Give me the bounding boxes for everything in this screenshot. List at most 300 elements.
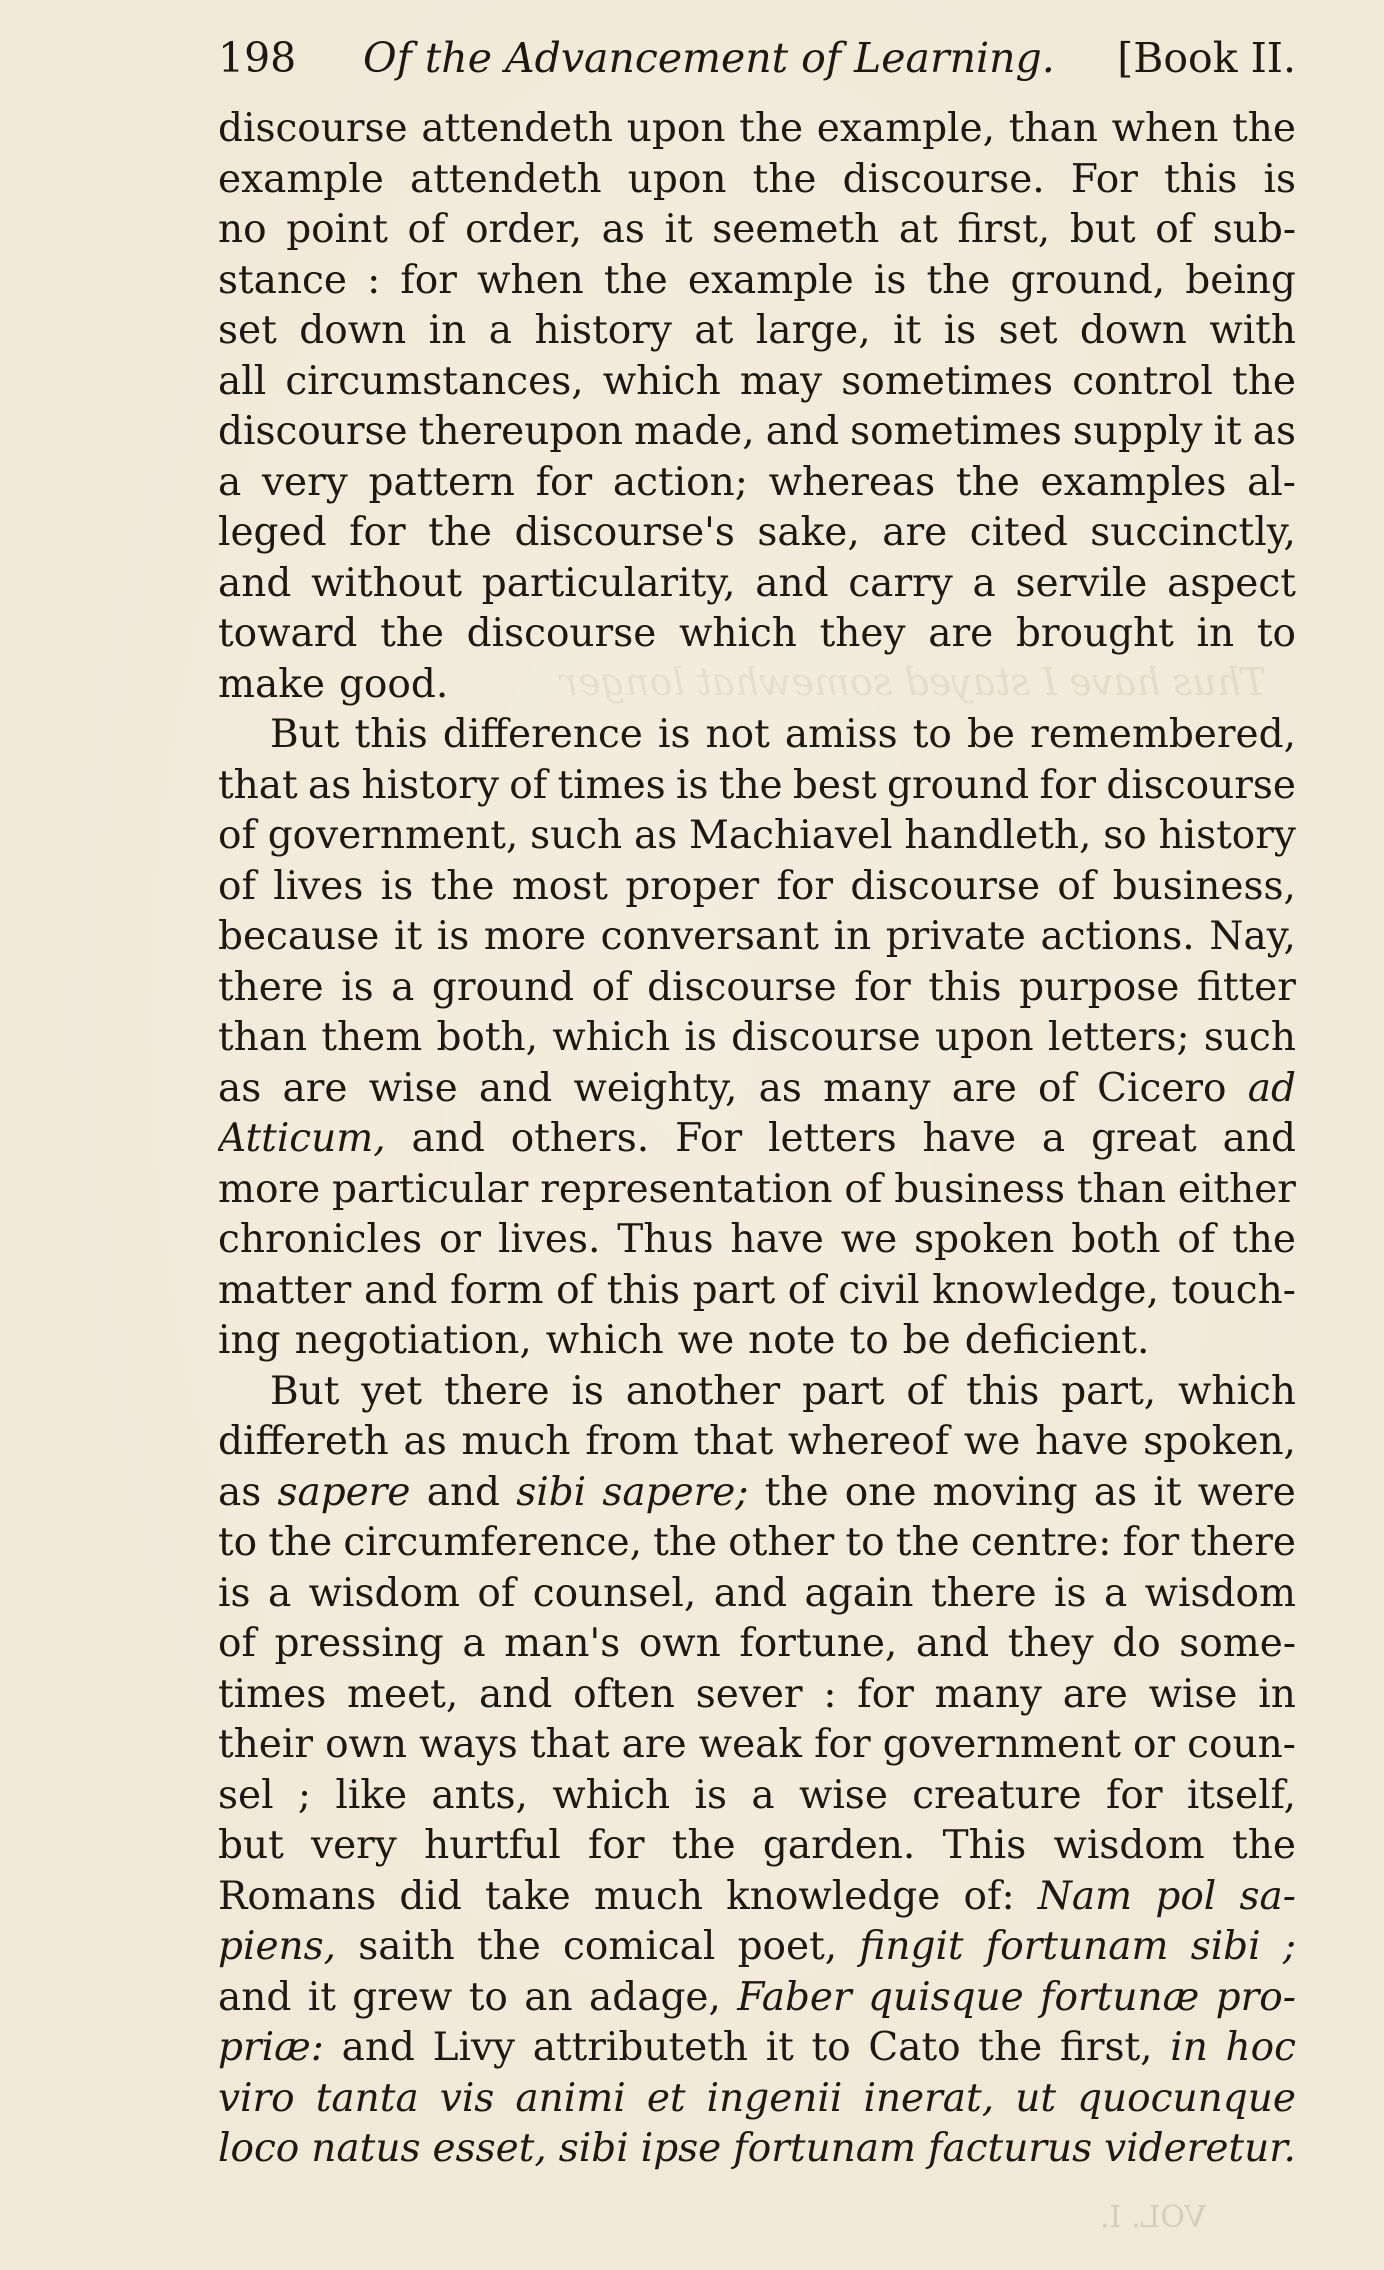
paragraph — [218, 1367, 1296, 2175]
word: set — [998, 308, 1058, 353]
text-line — [218, 205, 1296, 256]
word: in — [1196, 611, 1235, 656]
word: sibi — [558, 2126, 629, 2171]
word: it — [664, 207, 693, 252]
word: itself, — [1186, 1772, 1296, 1818]
word: for — [854, 964, 911, 1010]
word: for — [814, 1722, 871, 1767]
word: as — [218, 1065, 262, 1111]
word: times — [557, 762, 666, 808]
word: in — [1170, 2025, 1208, 2070]
word: being — [1185, 257, 1296, 303]
word: for — [1039, 762, 1097, 808]
word: the — [978, 2025, 1043, 2070]
word: and — [411, 1116, 485, 1161]
word: or — [1132, 1722, 1176, 1767]
word: wise — [368, 1065, 458, 1111]
word: and — [713, 1570, 788, 1616]
word: and — [341, 2025, 415, 2070]
word: form — [449, 1267, 544, 1313]
word: which — [552, 1015, 671, 1060]
word: is — [1263, 156, 1296, 202]
text-line — [218, 710, 1296, 761]
word: than — [1008, 106, 1098, 151]
text-line — [218, 1316, 1296, 1367]
text-line — [218, 559, 1296, 610]
word: and — [915, 1621, 990, 1666]
word: often — [573, 1671, 675, 1717]
word: sibi — [1190, 1924, 1261, 1969]
word: of — [906, 1368, 945, 1414]
word: business — [894, 1166, 1065, 1212]
word: be — [966, 712, 1015, 757]
word: letters — [768, 1116, 897, 1161]
word: first, — [957, 207, 1051, 252]
word: government, — [267, 813, 519, 858]
word: at — [694, 308, 734, 353]
word: ground, — [1010, 257, 1166, 303]
word: wise — [1148, 1671, 1238, 1717]
word: this — [606, 1267, 680, 1313]
text-line — [218, 609, 1296, 660]
word: of — [787, 1267, 826, 1313]
word: lives — [273, 863, 364, 909]
word: a — [267, 1570, 292, 1616]
word: which — [678, 611, 797, 656]
word: But — [270, 712, 340, 757]
word: Nay, — [1209, 914, 1296, 959]
word: example — [218, 156, 384, 202]
word: spoken, — [1143, 1419, 1296, 1464]
word: a — [972, 560, 996, 606]
word: remembered, — [1030, 712, 1296, 757]
word: this — [966, 1368, 1040, 1414]
word: wisdom — [308, 1570, 460, 1616]
word: as — [308, 762, 352, 808]
word: there — [218, 964, 324, 1010]
word: other — [728, 1520, 835, 1565]
text-line — [218, 1367, 1296, 1418]
word: but — [218, 1823, 284, 1868]
word: representation — [540, 1166, 833, 1212]
text-line — [218, 1872, 1296, 1923]
word: down — [299, 308, 407, 353]
word: or — [438, 1217, 482, 1262]
word: are — [282, 1065, 348, 1111]
word: much — [593, 1873, 703, 1919]
word: it — [1153, 1469, 1182, 1515]
word: facturus — [928, 2126, 1093, 2171]
word: wisdom — [1053, 1823, 1205, 1868]
word: the — [428, 510, 493, 555]
word: lives. — [497, 1217, 601, 1262]
word: which — [1178, 1368, 1296, 1414]
word: are — [1062, 1671, 1128, 1717]
word: is — [684, 1015, 717, 1060]
word: of: — [963, 1873, 1015, 1919]
word: saith — [358, 1924, 455, 1969]
text-line — [218, 1165, 1296, 1216]
word: a — [751, 1772, 775, 1818]
word: with — [1209, 308, 1296, 353]
word: for — [1122, 1520, 1180, 1565]
word: discourse — [647, 964, 837, 1010]
word: history — [1158, 813, 1296, 858]
word: as — [403, 1419, 447, 1464]
word: attendeth — [421, 106, 614, 151]
word: very — [311, 1823, 397, 1868]
word: adage, — [588, 1974, 721, 2020]
word: be — [902, 1318, 951, 1363]
word: for — [535, 459, 593, 505]
word: a — [218, 459, 242, 505]
text-line — [218, 1922, 1296, 1973]
word: control — [1072, 358, 1213, 404]
word: pattern — [368, 459, 515, 505]
word: discourse. — [842, 156, 1045, 202]
word: wisdom — [1144, 1570, 1296, 1616]
word: when — [477, 257, 584, 303]
word: another — [625, 1368, 781, 1414]
text-line — [218, 1569, 1296, 1620]
word: the — [671, 1823, 736, 1868]
word: have — [1035, 1419, 1129, 1464]
word: aspect — [1167, 560, 1296, 606]
word: civil — [838, 1267, 920, 1313]
word: of — [477, 1570, 516, 1616]
word: attendeth — [409, 156, 602, 202]
word: part, — [1061, 1368, 1157, 1414]
word: fortunam — [985, 1924, 1169, 1969]
word: this — [354, 712, 428, 757]
word: government — [882, 1722, 1121, 1767]
text-line — [218, 1266, 1296, 1317]
word: comical — [563, 1924, 716, 1969]
word: Faber — [737, 1974, 852, 2020]
word: it — [307, 1974, 336, 2020]
word: Atticum, — [218, 1116, 386, 1161]
text-line — [218, 1771, 1296, 1822]
word: very — [261, 459, 348, 505]
running-title: Of the Advancement of Learning. — [363, 34, 1055, 82]
word: upon — [627, 156, 727, 202]
word: circumference, — [343, 1520, 642, 1565]
word: coun- — [1187, 1722, 1296, 1767]
word: priæ: — [218, 2025, 324, 2070]
word: take — [485, 1873, 571, 1919]
word: the — [739, 106, 804, 151]
word: the — [653, 1520, 718, 1565]
word: of — [407, 207, 446, 252]
word: which — [602, 358, 721, 404]
signature-mark: VOL. I. — [1100, 2200, 1207, 2235]
text-line — [218, 306, 1296, 357]
word: is — [380, 863, 414, 909]
word: many — [934, 1671, 1043, 1717]
word: all — [218, 358, 267, 404]
word: hurtful — [424, 1823, 561, 1868]
word: the — [764, 1469, 829, 1515]
word: and — [478, 1065, 553, 1111]
word: deficient. — [964, 1318, 1150, 1363]
word: ing — [218, 1318, 281, 1363]
word: again — [804, 1570, 914, 1616]
word: wise — [798, 1772, 888, 1818]
text-line — [218, 1619, 1296, 1670]
word: thereupon — [418, 409, 623, 454]
word: piens, — [218, 1924, 337, 1969]
word: have — [922, 1116, 1017, 1161]
word: is — [657, 712, 691, 757]
word: quisque — [868, 1974, 1024, 2020]
word: it — [893, 308, 922, 353]
word: hoc — [1225, 2025, 1296, 2070]
text-line — [218, 811, 1296, 862]
word: upon — [626, 106, 726, 151]
word: do — [1112, 1621, 1161, 1666]
word: as — [758, 1065, 802, 1111]
word: discourse — [218, 409, 408, 454]
word: counsel, — [532, 1570, 697, 1616]
word: and — [218, 1974, 292, 2020]
paragraph — [218, 104, 1296, 710]
word: Nam — [1037, 1873, 1133, 1919]
word: difference — [442, 712, 643, 757]
word: than — [1076, 1166, 1167, 1212]
word: discourse — [466, 611, 657, 656]
text-line — [218, 1064, 1296, 1115]
word: make — [218, 661, 325, 707]
running-header — [218, 26, 1296, 90]
word: matter — [218, 1267, 352, 1313]
word: an — [524, 1974, 573, 2020]
word: both — [1071, 1217, 1161, 1262]
word: sapere; — [602, 1469, 749, 1515]
word: of — [556, 1267, 595, 1313]
word: to — [912, 712, 952, 757]
word: so — [1103, 813, 1147, 858]
word: many — [823, 1065, 931, 1111]
word: of — [509, 762, 548, 808]
word: : — [823, 1671, 837, 1717]
word: like — [335, 1772, 408, 1818]
word: weak — [698, 1722, 803, 1767]
word: it — [1213, 409, 1242, 454]
word: history — [361, 762, 499, 808]
word: esset, — [432, 2126, 547, 2171]
word: one — [844, 1469, 917, 1515]
word: servile — [1015, 560, 1148, 606]
word: that — [529, 1722, 610, 1767]
word: poet, — [737, 1924, 838, 1969]
word: at — [898, 207, 938, 252]
word: inerat, — [863, 2075, 995, 2121]
word: discourse — [731, 1015, 921, 1060]
word: example — [687, 257, 854, 303]
word: fortunæ — [1040, 1974, 1200, 2020]
word: from — [585, 1419, 679, 1464]
word: whereof — [787, 1419, 950, 1464]
word: grew — [352, 1974, 453, 2020]
word: garden. — [762, 1823, 916, 1868]
word: sel — [218, 1772, 274, 1818]
word: sibi — [516, 1469, 587, 1515]
word: others. — [510, 1116, 650, 1161]
word: note — [748, 1318, 836, 1363]
word: are — [882, 510, 948, 555]
word: ; — [297, 1772, 312, 1818]
word: such — [530, 813, 623, 858]
word: ants, — [431, 1772, 528, 1818]
word: the — [1232, 1823, 1296, 1868]
book-label: [Book II. — [1117, 34, 1296, 82]
word: the — [1232, 106, 1296, 151]
word: purpose — [1019, 964, 1180, 1010]
word: them — [321, 1015, 423, 1060]
word: This — [942, 1823, 1027, 1868]
word: and — [755, 560, 829, 606]
word: centre: — [970, 1520, 1112, 1565]
word: Romans — [218, 1873, 377, 1919]
word: the — [718, 762, 783, 808]
word: their — [218, 1722, 313, 1767]
word: set — [218, 308, 277, 353]
word: is — [694, 1772, 727, 1818]
word: for — [776, 863, 834, 909]
word: as — [601, 207, 645, 252]
word: part — [801, 1368, 885, 1414]
word: differeth — [218, 1419, 389, 1464]
word: were — [1197, 1469, 1296, 1515]
word: natus — [311, 2126, 421, 2171]
word: private — [885, 914, 1026, 959]
word: pro- — [1215, 1974, 1296, 2020]
word: brought — [1015, 611, 1174, 656]
word: examples — [1040, 459, 1227, 505]
word: which — [545, 1318, 664, 1363]
word: ad — [1247, 1065, 1296, 1111]
word: to — [218, 1520, 258, 1565]
word: For — [1070, 156, 1138, 202]
word: sometimes — [850, 409, 1062, 454]
word: and — [1222, 1116, 1296, 1161]
word: tanta — [315, 2075, 419, 2121]
text-line — [218, 1973, 1296, 2024]
word: this — [928, 964, 1002, 1010]
word: particularity, — [481, 560, 736, 606]
word: some- — [1179, 1621, 1296, 1666]
word: as — [633, 813, 678, 858]
word: fingit — [859, 1924, 964, 1969]
word: is — [675, 762, 709, 808]
word: own — [638, 1621, 721, 1666]
word: but — [1069, 207, 1136, 252]
text-line — [218, 963, 1296, 1014]
word: much — [461, 1419, 571, 1464]
word: times — [218, 1671, 327, 1717]
word: is — [1054, 1570, 1087, 1616]
word: the — [895, 1520, 960, 1565]
word: of — [1038, 1065, 1076, 1111]
word: we — [840, 1217, 898, 1262]
word: a — [1041, 1116, 1066, 1161]
word: fitter — [1196, 964, 1296, 1010]
text-line — [218, 458, 1296, 509]
word: succinctly, — [1090, 510, 1296, 555]
word: to — [845, 1520, 885, 1565]
word: pressing — [274, 1621, 444, 1666]
word: moving — [932, 1469, 1078, 1515]
word: attributeth — [532, 2025, 749, 2070]
word: it — [393, 914, 423, 959]
word: Livy — [432, 2025, 516, 2070]
word: for — [349, 510, 406, 555]
word: sever — [695, 1671, 803, 1717]
word: toward — [218, 611, 358, 656]
word: best — [792, 762, 877, 808]
word: the — [1232, 358, 1296, 404]
text-line — [218, 1114, 1296, 1165]
word: circumstances, — [285, 358, 584, 404]
word: sapere — [277, 1469, 411, 1515]
text-line — [218, 407, 1296, 458]
word: vis — [439, 2075, 495, 2121]
word: and — [479, 1671, 553, 1717]
word: than — [218, 1015, 308, 1060]
text-line — [218, 1417, 1296, 1468]
word: Cato — [868, 2025, 961, 2070]
word: and — [363, 1267, 438, 1313]
word: the — [752, 156, 817, 202]
word: man's — [504, 1621, 621, 1666]
word: knowledge — [726, 1873, 941, 1919]
text-line — [218, 508, 1296, 559]
text-line — [218, 1013, 1296, 1064]
word: down — [1079, 308, 1187, 353]
word: more — [218, 1166, 321, 1212]
word: have — [730, 1217, 824, 1262]
word: as — [1093, 1469, 1138, 1515]
word: But — [270, 1368, 340, 1414]
word: both, — [436, 1015, 539, 1060]
word: they — [1007, 1621, 1094, 1666]
word: did — [399, 1873, 462, 1919]
word: first, — [1059, 2025, 1153, 2070]
word: discourse — [1106, 762, 1296, 808]
word: this — [1164, 156, 1238, 202]
word: there — [930, 1570, 1037, 1616]
word: the — [430, 863, 495, 909]
word: letters; — [1047, 1015, 1190, 1060]
word: Machiavel — [688, 813, 893, 858]
text-line — [218, 862, 1296, 913]
word: in — [833, 914, 872, 959]
text-line — [218, 155, 1296, 206]
word: seemeth — [712, 207, 880, 252]
word: negotiation, — [294, 1318, 532, 1363]
word: for — [857, 1671, 914, 1717]
word: are — [928, 611, 994, 656]
word: fortune, — [739, 1621, 898, 1666]
word: business, — [1112, 863, 1296, 909]
word: which — [552, 1772, 671, 1818]
text-line — [218, 1720, 1296, 1771]
word: and — [426, 1469, 501, 1515]
word: loco — [218, 2126, 300, 2171]
word: particular — [332, 1166, 529, 1212]
word: carry — [848, 560, 953, 606]
show-through-text: Thus have I stayed somewhat longer — [560, 660, 1267, 704]
